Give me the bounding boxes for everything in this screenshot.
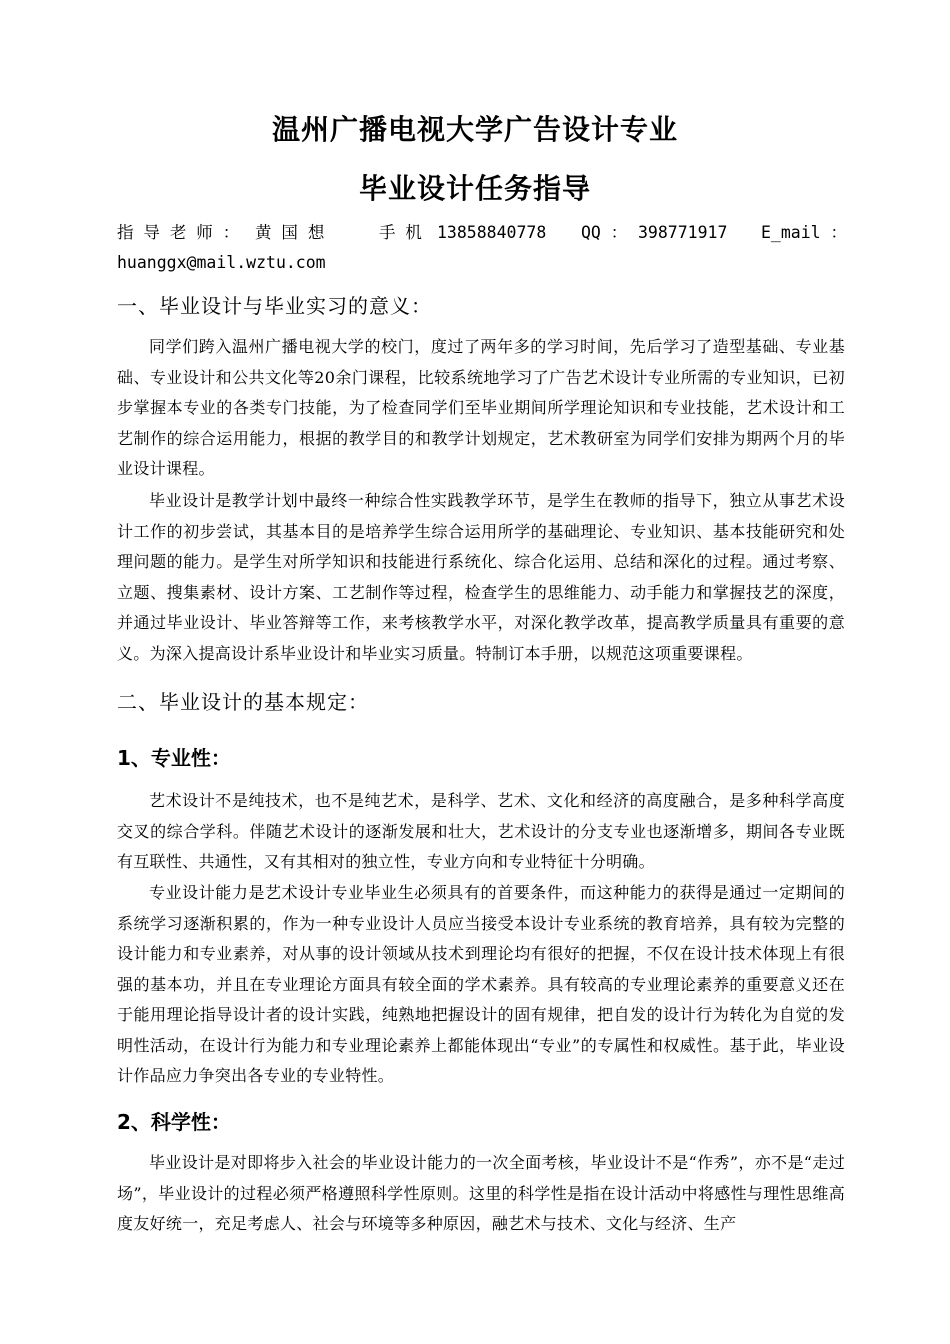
section-1-paragraph-1: 同学们跨入温州广播电视大学的校门，度过了两年多的学习时间，先后学习了造型基础、专业基础、专业设计和公共文化等20余门课程，比较系统地学习了广告艺术设计专业所需的专业知识，已初步掌握本专业的各类专门技能，为了检查同学们至毕业期间所学理论知识和专业技能，艺术设计和工艺制作的综合运用能力，根据的教学目的和教学计划规定，艺术教研室为同学们安排为期两个月的毕业设计课程。	[117, 337, 845, 478]
document-subtitle: 毕业设计任务指导	[358, 172, 591, 205]
subsection-heading-1: 1、专业性：	[117, 746, 231, 770]
phone-number: 13858840778	[437, 223, 547, 242]
section-1-paragraph-2: 毕业设计是教学计划中最终一种综合性实践教学环节，是学生在教师的指导下，独立从事艺术设计工作的初步尝试，其基本目的是培养学生综合运用所学的基础理论、专业知识、基本技能研究和处理问题的能力。是学生对所学知识和技能进行系统化、综合化运用、总结和深化的过程。通过考察、立题、搜集素材、设计方案、工艺制作等过程，检查学生的思维能力、动手能力和掌握技艺的深度，并通过毕业设计、毕业答辩等工作，来考核教学水平，对深化教学改革，提高教学质量具有重要的意义。为深入提高设计系毕业设计和毕业实习质量。特制订本手册，以规范这项重要课程。	[117, 491, 845, 663]
qq-label: QQ ：	[581, 223, 628, 242]
subsection-1-paragraph-1: 艺术设计不是纯技术，也不是纯艺术，是科学、艺术、文化和经济的高度融合，是多种科学高度交叉的综合学科。伴随艺术设计的逐渐发展和壮大，艺术设计的分支专业也逐渐增多，期间各专业既有互联性、共通性，又有其相对的独立性，专业方向和专业特征十分明确。	[117, 791, 845, 871]
subsection-1-paragraph-2: 专业设计能力是艺术设计专业毕业生必须具有的首要条件，而这种能力的获得是通过一定期间的系统学习逐渐积累的，作为一种专业设计人员应当接受本设计专业系统的教育培养，具有较为完整的设计能力和专业素养，对从事的设计领域从技术到理论均有很好的把握，不仅在设计技术体现上有很强的基本功，并且在专业理论方面具有较全面的学术素养。具有较高的专业理论素养的重要意义还在于能用理论指导设计者的设计实践，纯熟地把握设计的固有规律，把自发的设计行为转化为自觉的发明性活动，在设计行为能力和专业理论素养上都能体现出“专业”的专属性和权威性。基于此，毕业设计作品应力争突出各专业的专业特性。	[117, 883, 845, 1085]
email-label: E_mail ：	[761, 223, 848, 242]
contact-row-2	[117, 248, 841, 278]
contact-info	[117, 218, 848, 278]
qq-number: 398771917	[638, 223, 728, 242]
teacher-name: 黄 国 想	[255, 223, 325, 242]
email-address: huanggx@mail.wztu.com	[117, 253, 326, 272]
teacher-label: 指 导 老 师 ：	[117, 223, 240, 242]
section-heading-1: 一、毕业设计与毕业实习的意义：	[117, 294, 432, 318]
phone-label: 手 机	[379, 223, 422, 242]
section-heading-2: 二、毕业设计的基本规定：	[117, 690, 369, 714]
contact-row-1	[117, 218, 848, 248]
subsection-2-paragraph-1: 毕业设计是对即将步入社会的毕业设计能力的一次全面考核，毕业设计不是“作秀”，亦不是“走过场”，毕业设计的过程必须严格遵照科学性原则。这里的科学性是指在设计活动中将感性与理性思维高度友好统一，充足考虑人、社会与环境等多种原因，融艺术与技术、文化与经济、生产	[117, 1153, 845, 1233]
document-title: 温州广播电视大学广告设计专业	[271, 113, 678, 146]
subsection-heading-2: 2、科学性：	[117, 1110, 231, 1134]
